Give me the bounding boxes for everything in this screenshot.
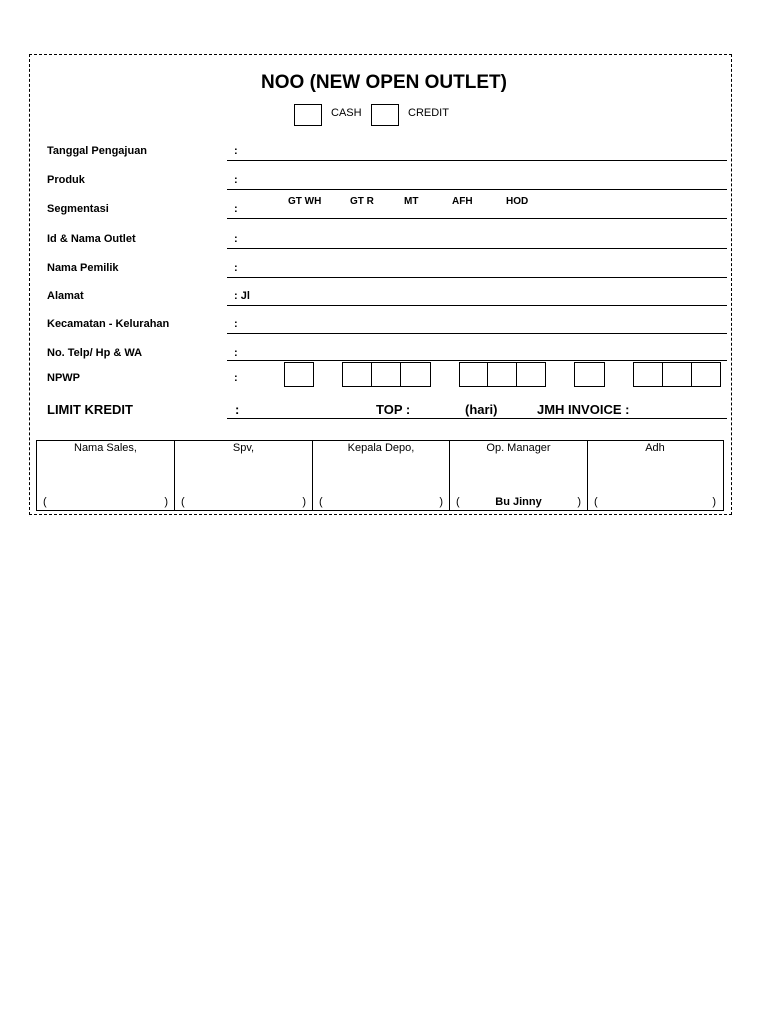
signature-title: Op. Manager [486, 442, 551, 454]
field-label-no-telp: No. Telp/ Hp & WA [47, 347, 143, 359]
field-value-id-nama-outlet[interactable]: : [234, 233, 238, 245]
field-value-segmentasi[interactable]: : [234, 203, 238, 215]
field-label-segmentasi: Segmentasi [47, 203, 109, 215]
signature-paren-open: ( [456, 496, 460, 508]
segment-option[interactable]: GT WH [288, 196, 322, 207]
field-value-alamat[interactable]: : Jl [234, 290, 250, 302]
signature-title: Nama Sales, [74, 442, 137, 454]
signature-title: Spv, [232, 442, 255, 454]
field-label-kecamatan-kelurahan: Kecamatan - Kelurahan [47, 318, 170, 330]
signature-cell-spv[interactable] [174, 441, 312, 510]
field-value-npwp: : [234, 372, 238, 384]
signature-title: Adh [645, 442, 665, 454]
signature-paren-open: ( [319, 496, 323, 508]
field-underline [227, 360, 727, 361]
segment-option[interactable]: MT [404, 196, 419, 207]
npwp-box-divider [487, 363, 488, 386]
signature-paren-open: ( [594, 496, 598, 508]
hari-label: (hari) [465, 402, 498, 417]
limit-kredit-label: LIMIT KREDIT [47, 402, 133, 417]
field-underline [227, 418, 727, 419]
jmh-invoice-label: JMH INVOICE : [537, 402, 630, 417]
signature-table [36, 440, 724, 511]
field-label-nama-pemilik: Nama Pemilik [47, 262, 119, 274]
limit-kredit-value[interactable]: : [235, 402, 240, 417]
credit-label: CREDIT [408, 107, 449, 119]
field-value-nama-pemilik[interactable]: : [234, 262, 238, 274]
npwp-box-group-4[interactable] [574, 362, 605, 387]
segment-option[interactable]: AFH [452, 196, 473, 207]
signature-cell-sales[interactable] [37, 441, 174, 510]
field-underline [227, 248, 727, 249]
credit-checkbox[interactable] [371, 104, 399, 126]
field-label-produk: Produk [47, 174, 85, 186]
npwp-box-divider [371, 363, 372, 386]
field-underline [227, 305, 727, 306]
signature-paren-open: ( [43, 496, 47, 508]
form-title: NOO (NEW OPEN OUTLET) [261, 72, 507, 93]
field-value-kecamatan-kelurahan[interactable]: : [234, 318, 238, 330]
field-label-tanggal-pengajuan: Tanggal Pengajuan [47, 145, 148, 157]
signature-name: Bu Jinny [495, 496, 542, 508]
field-underline [227, 218, 727, 219]
npwp-box-divider [662, 363, 663, 386]
field-value-tanggal-pengajuan[interactable]: : [234, 145, 238, 157]
field-label-id-nama-outlet: Id & Nama Outlet [47, 233, 136, 245]
signature-title: Kepala Depo, [347, 442, 415, 454]
top-label: TOP : [376, 402, 411, 417]
signature-paren-open: ( [181, 496, 185, 508]
signature-cell-op-manager[interactable] [449, 441, 587, 510]
field-label-npwp: NPWP [47, 372, 80, 384]
npwp-box-divider [516, 363, 517, 386]
npwp-box-group-3[interactable] [459, 362, 546, 387]
cash-checkbox[interactable] [294, 104, 322, 126]
field-underline [227, 333, 727, 334]
npwp-box-group-1[interactable] [284, 362, 314, 387]
signature-paren-close: ) [577, 496, 581, 508]
cash-label: CASH [331, 107, 362, 119]
field-underline [227, 160, 727, 161]
field-underline [227, 277, 727, 278]
field-value-produk[interactable]: : [234, 174, 238, 186]
npwp-box-group-2[interactable] [342, 362, 431, 387]
signature-paren-close: ) [712, 496, 716, 508]
npwp-box-divider [691, 363, 692, 386]
field-underline [227, 189, 727, 190]
segment-option[interactable]: GT R [350, 196, 374, 207]
signature-cell-kepala-depo[interactable] [312, 441, 449, 510]
signature-paren-close: ) [302, 496, 306, 508]
signature-cell-adh[interactable] [587, 441, 722, 510]
signature-paren-close: ) [164, 496, 168, 508]
npwp-box-divider [400, 363, 401, 386]
signature-paren-close: ) [439, 496, 443, 508]
field-value-no-telp[interactable]: : [234, 347, 238, 359]
npwp-box-group-5[interactable] [633, 362, 721, 387]
field-label-alamat: Alamat [47, 290, 84, 302]
segment-option[interactable]: HOD [506, 196, 529, 207]
